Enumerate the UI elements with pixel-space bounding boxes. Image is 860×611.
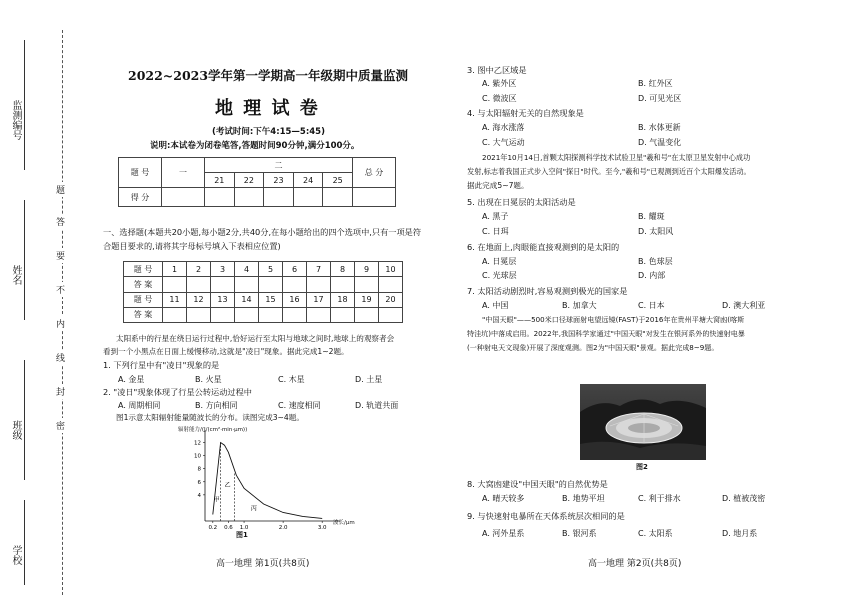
radiation-curve: [213, 443, 322, 519]
q5-option-b[interactable]: B. 耀斑: [638, 212, 665, 221]
answer-cell[interactable]: [379, 277, 403, 292]
section1-heading-2: 合题目要求的,请将其字母标号填入下表相应位置): [103, 241, 281, 251]
region-label: 丙: [250, 505, 257, 513]
seal-word: 不: [56, 282, 65, 297]
answer-table-num: 3: [211, 262, 235, 277]
score-table: [118, 157, 396, 207]
chart-caption: 图1: [236, 531, 248, 539]
answer-table-num: 9: [355, 262, 379, 277]
passage3-line3: (一种射电天文现象)开展了深度观测。图2为"中国天眼"景观。据此完成8~9题。: [467, 343, 719, 352]
q9-option-d[interactable]: D. 地月系: [722, 529, 758, 538]
answer-table-num: 1: [163, 262, 187, 277]
answer-table-num: 14: [235, 292, 259, 307]
question-4-stem: 4. 与太阳辐射无关的自然现象是: [467, 108, 584, 118]
binding-field-id-line: [24, 40, 25, 170]
answer-cell[interactable]: [307, 307, 331, 322]
score-cell[interactable]: [353, 188, 396, 207]
passage1-line2: 看到一个小黑点在日面上缓慢移动,这就是"凌日"现象。据此完成1~2题。: [103, 347, 349, 356]
q7-option-c[interactable]: C. 日本: [638, 301, 665, 310]
score-cell[interactable]: [205, 188, 235, 207]
q5-option-d[interactable]: D. 太阳风: [638, 227, 674, 236]
answer-cell[interactable]: [187, 307, 211, 322]
seal-word: 封: [56, 384, 65, 399]
answer-table-num: 16: [283, 292, 307, 307]
q8-option-b[interactable]: B. 地势平坦: [562, 494, 605, 503]
score-cell[interactable]: [234, 188, 264, 207]
binding-field-name-line: [24, 200, 25, 320]
q1-option-a[interactable]: A. 金星: [118, 375, 145, 384]
region-label: 甲: [213, 496, 220, 504]
score-table-header: 题 号: [119, 158, 162, 188]
score-table-sub: 25: [323, 173, 353, 188]
q5-option-a[interactable]: A. 黑子: [482, 212, 509, 221]
answer-table-num: 5: [259, 262, 283, 277]
score-table-header: 二: [205, 158, 353, 173]
answer-table-num: 7: [307, 262, 331, 277]
x-tick-label: 3.0: [317, 525, 327, 531]
answer-cell[interactable]: [283, 307, 307, 322]
q6-option-a[interactable]: A. 日冕层: [482, 257, 517, 266]
binding-strip: [0, 0, 88, 611]
answer-table-num: 10: [379, 262, 403, 277]
answer-table-num: 8: [331, 262, 355, 277]
answer-cell[interactable]: [379, 307, 403, 322]
answer-cell[interactable]: [211, 307, 235, 322]
score-table-header: 一: [162, 158, 205, 188]
question-2-stem: 2. "凌日"现象体现了行星公转运动过程中: [103, 387, 252, 397]
x-tick-label: 0.6: [224, 525, 233, 531]
y-tick-label: 12: [194, 440, 201, 447]
seal-word: 密: [56, 418, 65, 433]
score-table-sub: 21: [205, 173, 235, 188]
q2-option-d[interactable]: D. 轨道共面: [355, 401, 399, 410]
answer-table-num: 6: [283, 262, 307, 277]
seal-word: 内: [56, 316, 65, 331]
q3-option-a[interactable]: A. 紫外区: [482, 79, 517, 88]
exam-note: 说明:本试卷为闭卷笔答,答题时间90分钟,满分100分。: [150, 141, 360, 151]
exam-title: 2022~2023学年第一学期高一年级期中质量监测: [128, 68, 409, 83]
answer-table-num: 17: [307, 292, 331, 307]
seal-cut-line: [62, 30, 63, 595]
x-tick-label: 2.0: [278, 525, 288, 531]
passage2-line2: 发射,标志着我国正式步入空间"探日"时代。至今,"羲和号"已观测到近百个太阳爆发活动。: [467, 167, 751, 176]
subject-title: 地 理 试 卷: [215, 98, 320, 119]
figure2-caption: 图2: [636, 463, 648, 471]
answer-cell[interactable]: [163, 307, 187, 322]
figure1-intro: 图1示意太阳辐射能量随波长的分布。读图完成3~4题。: [116, 413, 304, 422]
question-1-stem: 1. 下列行星中有"凌日"现象的是: [103, 360, 220, 370]
question-9-stem: 9. 与快速射电暴所在天体系统层次相同的是: [467, 511, 625, 521]
y-tick-label: 4: [197, 492, 201, 499]
q2-option-a[interactable]: A. 周期相同: [118, 401, 161, 410]
score-cell[interactable]: [323, 188, 353, 207]
answer-table-num: 20: [379, 292, 403, 307]
q6-option-c[interactable]: C. 光球层: [482, 271, 517, 280]
answer-table-label: 题 号: [124, 262, 163, 277]
q2-option-c[interactable]: C. 速度相同: [278, 401, 321, 410]
q8-option-c[interactable]: C. 利于排水: [638, 494, 681, 503]
answer-table-num: 12: [187, 292, 211, 307]
q4-option-c[interactable]: C. 大气运动: [482, 138, 525, 147]
answer-table-num: 2: [187, 262, 211, 277]
answer-table-label: 答 案: [124, 277, 163, 292]
answer-table-num: 13: [211, 292, 235, 307]
x-tick-label: 0.2: [208, 525, 218, 531]
answer-cell[interactable]: [187, 277, 211, 292]
q3-option-b[interactable]: B. 红外区: [638, 79, 673, 88]
score-cell[interactable]: [264, 188, 294, 207]
answer-cell[interactable]: [331, 277, 355, 292]
passage1-line1: 太阳系中的行星在绕日运行过程中,恰好运行至太阳与地球之间时,地球上的观察者会: [116, 334, 395, 343]
fast-telescope-photo: [580, 384, 706, 460]
q5-option-c[interactable]: C. 日珥: [482, 227, 509, 236]
answer-table: [123, 261, 403, 323]
q7-option-b[interactable]: B. 加拿大: [562, 301, 597, 310]
answer-table-num: 15: [259, 292, 283, 307]
chart-xlabel: 波长/μm: [333, 520, 355, 526]
q7-option-d[interactable]: D. 澳大利亚: [722, 301, 766, 310]
seal-word: 要: [56, 248, 65, 263]
answer-table-num: 18: [331, 292, 355, 307]
y-tick-label: 10: [194, 453, 201, 460]
question-7-stem: 7. 太阳活动剧烈时,容易观测到极光的国家是: [467, 286, 628, 296]
seal-word: 题: [56, 182, 65, 197]
question-5-stem: 5. 出现在日冕层的太阳活动是: [467, 197, 576, 207]
q9-option-b[interactable]: B. 银河系: [562, 529, 597, 538]
question-6-stem: 6. 在地面上,肉眼能直接观测到的是太阳的: [467, 242, 620, 252]
binding-field-id-label: 监测编号: [10, 100, 21, 140]
binding-field-school-label: 学校: [10, 545, 21, 565]
answer-table-num: 19: [355, 292, 379, 307]
q2-option-b[interactable]: B. 方向相同: [195, 401, 238, 410]
binding-field-name-label: 姓名: [10, 265, 21, 285]
score-table-sub: 22: [234, 173, 264, 188]
binding-field-school-line: [24, 500, 25, 585]
passage3-line2: 特洼坑)中落成启用。2022年,我国科学家通过"中国天眼"对发生在银河系外的快速射电暴: [467, 329, 745, 338]
q6-option-d[interactable]: D. 内部: [638, 271, 666, 280]
score-cell[interactable]: [162, 188, 205, 207]
region-label: 乙: [224, 482, 231, 489]
y-tick-label: 8: [197, 466, 201, 473]
q1-option-b[interactable]: B. 火星: [195, 375, 222, 384]
passage3-line1: "中国天眼"——500米口径球面射电望远镜(FAST)于2016年在贵州平塘大窝凼(喀斯: [482, 315, 745, 324]
q4-option-a[interactable]: A. 海水涨落: [482, 123, 525, 132]
q8-option-a[interactable]: A. 晴天较多: [482, 494, 525, 503]
answer-cell[interactable]: [307, 277, 331, 292]
q1-option-d[interactable]: D. 土星: [355, 375, 383, 384]
answer-cell[interactable]: [355, 277, 379, 292]
q8-option-d[interactable]: D. 植被茂密: [722, 494, 766, 503]
q1-option-c[interactable]: C. 木星: [278, 375, 305, 384]
q6-option-b[interactable]: B. 色球层: [638, 257, 673, 266]
passage2-line3: 据此完成5~7题。: [467, 181, 529, 190]
y-tick-label: 6: [197, 479, 201, 486]
answer-cell[interactable]: [163, 277, 187, 292]
answer-cell[interactable]: [211, 277, 235, 292]
score-table-sub: 23: [264, 173, 294, 188]
page-footer-right: 高一地理 第2页(共8页): [588, 559, 682, 569]
answer-table-label: 答 案: [124, 307, 163, 322]
question-8-stem: 8. 大窝凼建设"中国天眼"的自然优势是: [467, 479, 608, 489]
answer-cell[interactable]: [259, 307, 283, 322]
q9-option-c[interactable]: C. 太阳系: [638, 529, 673, 538]
score-table-row-label: 得 分: [119, 188, 162, 207]
answer-cell[interactable]: [259, 277, 283, 292]
answer-cell[interactable]: [331, 307, 355, 322]
answer-cell[interactable]: [235, 277, 259, 292]
score-table-sub: 24: [293, 173, 323, 188]
q3-option-c[interactable]: C. 微波区: [482, 94, 517, 103]
seal-word: 答: [56, 214, 65, 229]
q4-option-b[interactable]: B. 水体更新: [638, 123, 681, 132]
answer-table-num: 4: [235, 262, 259, 277]
answer-cell[interactable]: [235, 307, 259, 322]
score-table-header: 总 分: [353, 158, 396, 188]
q9-option-a[interactable]: A. 河外星系: [482, 529, 525, 538]
chart-ylabel: 辐射能力/(J/(cm²·min·μm)): [178, 427, 248, 433]
answer-table-label: 题 号: [124, 292, 163, 307]
page-footer-left: 高一地理 第1页(共8页): [216, 559, 310, 569]
seal-word: 线: [56, 350, 65, 365]
q3-option-d[interactable]: D. 可见光区: [638, 94, 682, 103]
answer-cell[interactable]: [283, 277, 307, 292]
exam-time: (考试时间:下午4:15—5:45): [212, 127, 325, 137]
score-cell[interactable]: [293, 188, 323, 207]
q4-option-d[interactable]: D. 气温变化: [638, 138, 682, 147]
binding-field-class-line: [24, 360, 25, 480]
q7-option-a[interactable]: A. 中国: [482, 301, 509, 310]
binding-field-class-label: 班级: [10, 420, 21, 440]
passage2-line1: 2021年10月14日,首颗太阳探测科学技术试验卫星"羲和号"在太原卫星发射中心成功: [482, 153, 751, 162]
answer-cell[interactable]: [355, 307, 379, 322]
answer-table-num: 11: [163, 292, 187, 307]
question-3-stem: 3. 图中乙区域是: [467, 65, 527, 75]
section1-heading: 一、选择题(本题共20小题,每小题2分,共40分,在每小题给出的四个选项中,只有一项是符: [103, 227, 422, 237]
x-tick-label: 1.0: [239, 525, 249, 531]
